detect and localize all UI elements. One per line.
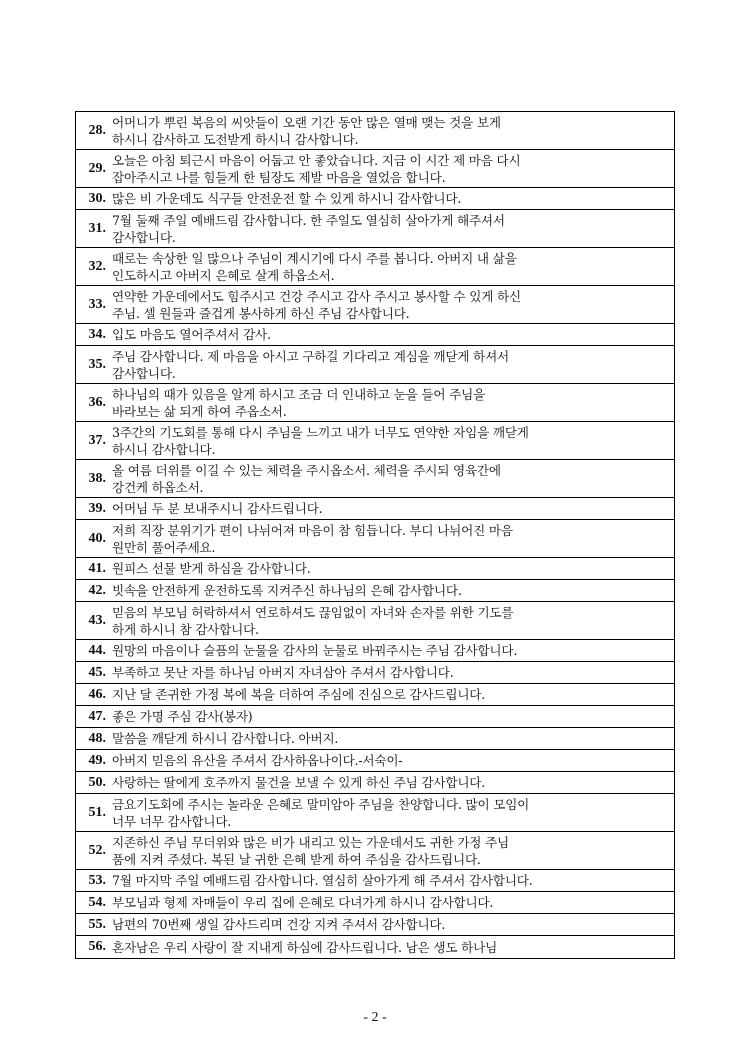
item-text: 오늘은 아침 퇴근시 마음이 어둡고 안 좋았습니다. 지금 이 시간 제 마음 다시 잡아주시고 나를 힘들게 한 팀장도 제발 마음을 열었음 합니다. [112,152,521,185]
list-item [76,286,674,324]
item-text: 올 여름 더위를 이길 수 있는 체력을 주시옵소서. 체력을 주시되 영육간에 강건케 하옵소서. [112,462,501,495]
item-number: 51. [88,804,106,820]
item-number: 37. [88,432,106,448]
item-number: 28. [88,122,106,138]
list-item [76,832,674,870]
list-item [76,728,674,750]
list-item [76,914,674,936]
item-text: 금요기도회에 주시는 놀라운 은혜로 말미암아 주님을 찬양합니다. 많이 모임이 너무 너무 감사합니다. [112,796,530,829]
item-text: 7월 둘째 주일 예배드림 감사합니다. 한 주일도 열심히 살아가게 해주셔서 감사합니다. [112,212,505,245]
item-text: 믿음의 부모님 허락하셔서 연로하셔도 끊임없이 자녀와 손자를 위한 기도를 하게 하시니 참 감사합니다. [112,604,514,637]
list-item [76,210,674,248]
page-number: - 2 - [363,1010,387,1025]
item-number: 47. [88,708,106,724]
item-number: 29. [88,160,106,176]
list-item [76,750,674,772]
item-number: 30. [88,190,106,206]
list-item [76,520,674,558]
item-number: 50. [88,774,106,790]
item-number: 52. [88,842,106,858]
item-number: 34. [88,326,106,342]
item-text: 어머니가 뿌린 복음의 씨앗들이 오랜 기간 동안 많은 열매 맺는 것을 보게 하시니 감사하고 도전받게 하시니 감사합니다. [112,114,501,147]
item-text: 좋은 가명 주심 감사(봉자) [112,709,253,724]
list-item [76,870,674,892]
list-item [76,324,674,346]
item-number: 43. [88,612,106,628]
item-number: 40. [88,530,106,546]
item-number: 38. [88,470,106,486]
list-item [76,112,674,150]
item-text: 지난 달 존귀한 가정 복에 복을 더하여 주심에 진심으로 감사드립니다. [112,687,486,702]
list-item [76,150,674,188]
item-text: 아버지 믿음의 유산을 주셔서 감사하옵나이다.-서숙이- [112,753,403,768]
item-number: 46. [88,686,106,702]
item-text: 원피스 선물 받게 하심을 감사합니다. [112,561,311,576]
item-text: 사랑하는 딸에게 호주까지 물건을 보낼 수 있게 하신 주님 감사합니다. [112,775,486,790]
item-number: 39. [88,500,106,516]
list-item [76,558,674,580]
item-number: 33. [88,296,106,312]
list-item [76,662,674,684]
list-item [76,248,674,286]
item-text: 빗속을 안전하게 운전하도록 지켜주신 하나님의 은혜 감사합니다. [112,583,462,598]
item-text: 지존하신 주님 무더위와 많은 비가 내리고 있는 가운데서도 귀한 가정 주님 품에 지켜 주셨다. 복된 날 귀한 은혜 받게 하여 주심을 감사드립니다. [112,834,509,867]
item-number: 36. [88,394,106,410]
item-number: 32. [88,258,106,274]
item-number: 49. [88,752,106,768]
item-text: 저희 직장 분위기가 편이 나뉘어져 마음이 참 힘듭니다. 부디 나뉘어진 마음 원만히 풀어주세요. [112,522,513,555]
list-item [76,460,674,498]
item-text: 연약한 가운데에서도 힘주시고 건강 주시고 감사 주시고 봉사할 수 있게 하신 주님. 셀 원들과 즐겁게 봉사하게 하신 주님 감사합니다. [112,288,521,321]
list-item [76,936,674,958]
list-item [76,422,674,460]
item-text: 입도 마음도 열어주셔서 감사. [112,327,271,342]
item-number: 54. [88,894,106,910]
prayer-list-table [75,111,675,959]
item-text: 때로는 속상한 일 많으나 주님이 계시기에 다시 주를 봅니다. 아버지 내 삶을 인도하시고 아버지 은혜로 살게 하옵소서. [112,250,517,283]
item-text: 부족하고 못난 자를 하나님 아버지 자녀삼아 주셔서 감사합니다. [112,665,454,680]
item-text: 남편의 70번째 생일 감사드리며 건강 지켜 주셔서 감사합니다. [112,917,446,932]
item-text: 말씀을 깨닫게 하시니 감사합니다. 아버지. [112,731,339,746]
item-number: 44. [88,642,106,658]
item-number: 41. [88,560,106,576]
item-number: 45. [88,664,106,680]
item-text: 하나님의 때가 있음을 알게 하시고 조금 더 인내하고 눈을 들어 주님을 바라보는 삶 되게 하여 주옵소서. [112,386,486,419]
item-text: 7월 마지막 주일 예배드림 감사합니다. 열심히 살아가게 해 주셔서 감사합니다. [112,873,533,888]
item-number: 56. [88,939,106,954]
list-item [76,772,674,794]
item-number: 55. [88,916,106,932]
item-text: 원망의 마음이나 슬픔의 눈물을 감사의 눈물로 바꿔주시는 주님 감사합니다. [112,643,518,658]
list-item [76,498,674,520]
item-text: 주님 감사합니다. 제 마음을 아시고 구하길 기다리고 계심을 깨닫게 하셔서 감사합니다. [112,348,509,381]
list-item [76,794,674,832]
list-item [76,892,674,914]
item-text: 혼자남은 우리 사랑이 잘 지내게 하심에 감사드립니다. 남은 생도 하나님 [112,939,498,955]
list-item [76,640,674,662]
list-item [76,602,674,640]
list-item [76,188,674,210]
item-number: 53. [88,872,106,888]
list-item [76,580,674,602]
item-number: 48. [88,730,106,746]
item-text: 부모님과 형제 자매들이 우리 집에 은혜로 다녀가게 하시니 감사합니다. [112,895,494,910]
item-text: 많은 비 가운데도 식구들 안전운전 할 수 있게 하시니 감사합니다. [112,191,462,206]
list-item [76,384,674,422]
list-item [76,684,674,706]
item-text: 어머님 두 분 보내주시니 감사드립니다. [112,501,323,516]
item-number: 35. [88,356,106,372]
item-number: 31. [88,220,106,236]
item-text: 3주간의 기도회를 통해 다시 주님을 느끼고 내가 너무도 연약한 자임을 깨닫게 하시니 감사합니다. [112,424,529,457]
item-number: 42. [88,582,106,598]
list-item [76,706,674,728]
list-item [76,346,674,384]
